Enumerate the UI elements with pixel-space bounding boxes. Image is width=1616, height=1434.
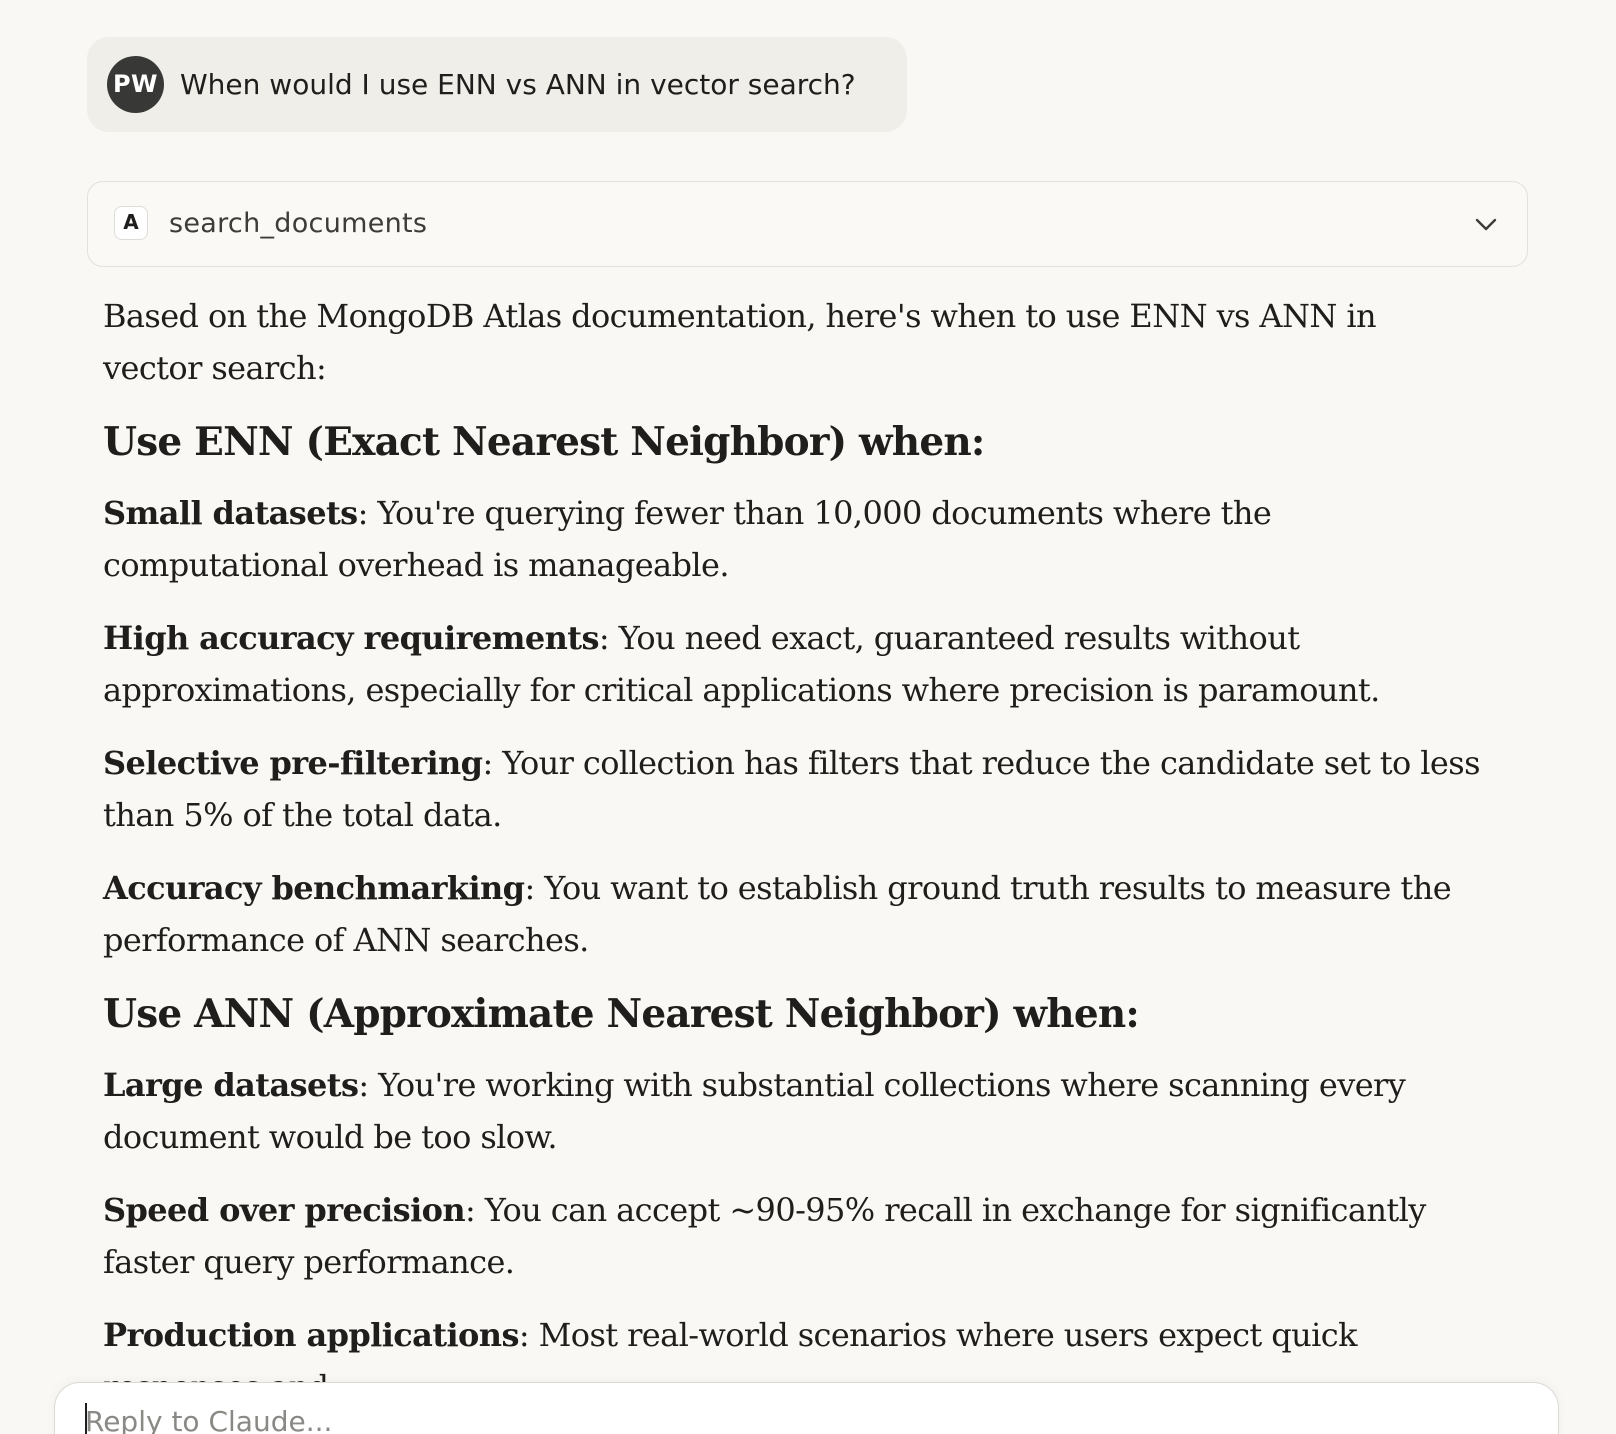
tool-call-card[interactable] [87,181,1528,267]
response-intro: Based on the MongoDB Atlas documentation, here's when to use ENN vs ANN in vector search: [103,297,1376,387]
assistant-response [103,290,1483,1434]
list-item [103,487,1483,591]
list-item-desc: : You need exact, guaranteed results without approximations, especially for critical applications where precision is paramount. [103,619,1380,709]
list-item-term: Speed over precision [103,1191,466,1229]
list-item-term: Large datasets [103,1066,359,1104]
list-item-desc: : Most real-world scenarios where users expect quick [518,1316,1357,1354]
section-heading-ann: Use ANN (Approximate Nearest Neighbor) when: [103,991,1140,1037]
list-item [103,612,1483,716]
tool-call-name: search_documents [169,208,428,239]
list-item [103,1184,1483,1288]
list-item-desc: : You're querying fewer than 10,000 documents where the computational overhead is manageable. [103,494,1272,584]
list-item-term: Selective pre-filtering [103,744,483,782]
list-item-term: Accuracy benchmarking [103,869,525,907]
list-item [103,1059,1483,1163]
user-avatar[interactable]: PW [107,56,164,113]
tool-app-icon: A [114,206,148,240]
reply-composer[interactable] [54,1382,1559,1434]
user-message-text: When would I use ENN vs ANN in vector search? [180,68,856,101]
user-message-bubble [87,37,907,132]
list-item [103,737,1483,841]
list-item-desc: : You want to establish ground truth results to measure the performance of ANN searches. [103,869,1452,959]
reply-input[interactable] [85,1405,1285,1434]
list-item-term: High accuracy requirements [103,619,599,657]
list-item-term: Small datasets [103,494,358,532]
list-item-desc: : You can accept ~90-95% recall in exchange for significantly faster query performance. [103,1191,1426,1281]
list-item-desc: : You're working with substantial collections where scanning every document would be too slow. [103,1066,1406,1156]
chevron-down-icon[interactable] [1473,211,1499,237]
section-heading-enn: Use ENN (Exact Nearest Neighbor) when: [103,419,985,465]
text-caret [85,1403,87,1434]
list-item-term: Production applications [103,1316,519,1354]
list-item [103,862,1483,966]
list-item-desc: : Your collection has filters that reduce the candidate set to less than 5% of the total data. [103,744,1480,834]
